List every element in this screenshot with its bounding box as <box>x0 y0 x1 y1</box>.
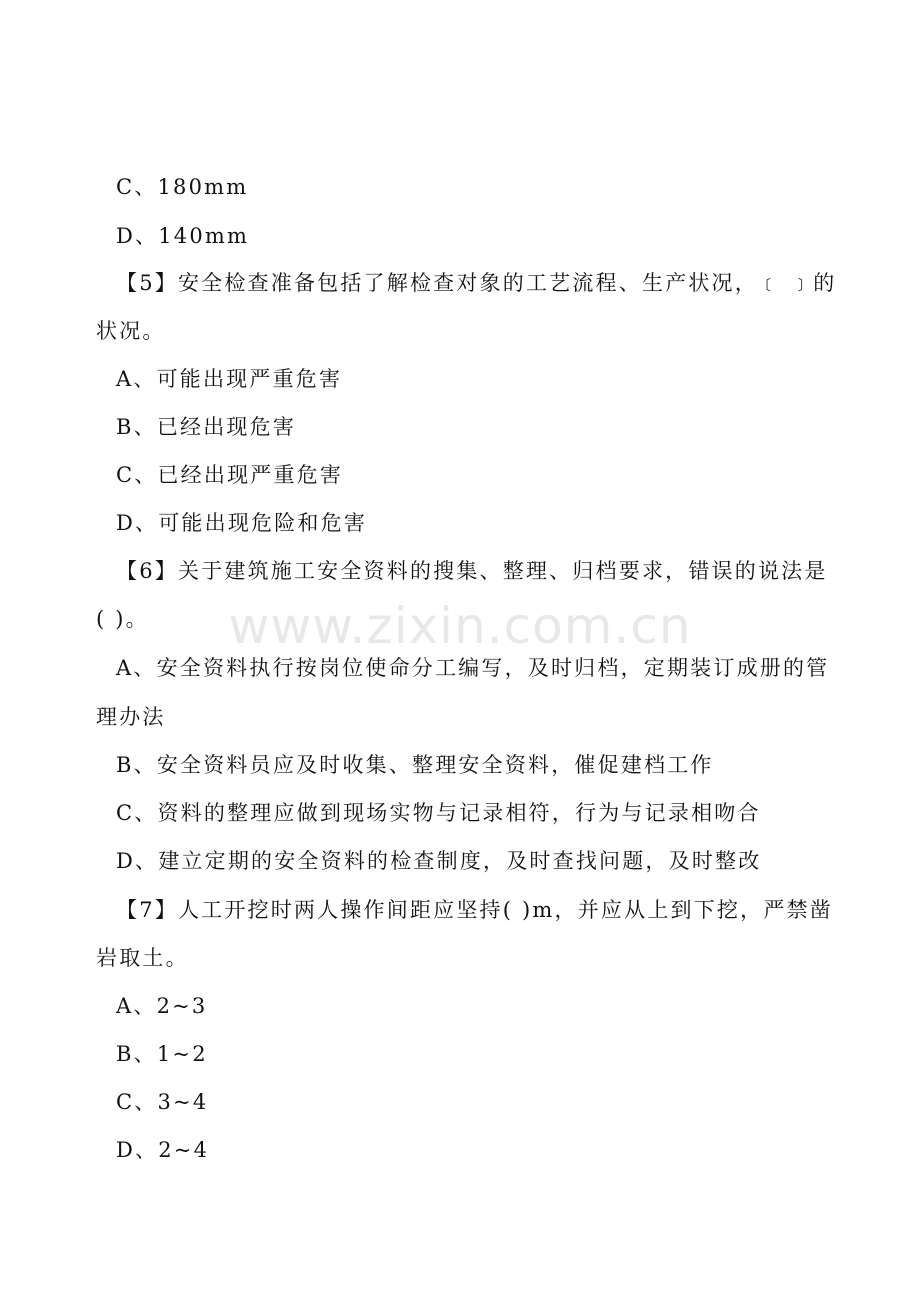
watermark: www.zixin.com.cn <box>228 597 692 655</box>
question-7-option-a: A、2~3 <box>116 994 208 1018</box>
question-6-line-2: ( )。 <box>96 607 149 631</box>
question-6-option-a-line-1: A、安全资料执行按岗位使命分工编写，及时归档，定期装订成册的管 <box>116 656 830 680</box>
question-6-line-1: 【6】关于建筑施工安全资料的搜集、整理、归档要求，错误的说法是 <box>116 559 828 583</box>
question-7-option-c: C、3~4 <box>116 1090 209 1114</box>
option-c-prev: C、180mm <box>116 175 249 199</box>
question-6-option-c: C、资料的整理应做到现场实物与记录相符，行为与记录相吻合 <box>116 801 761 825</box>
question-5-line-2: 状况。 <box>96 319 166 343</box>
question-7-line-2: 岩取土。 <box>96 946 189 970</box>
question-7-option-d: D、2~4 <box>116 1138 210 1162</box>
question-6-option-a-line-2: 理办法 <box>96 705 166 729</box>
question-5-option-d: D、可能出现危险和危害 <box>116 511 368 535</box>
question-6-option-b: B、安全资料员应及时收集、整理安全资料，催促建档工作 <box>116 753 714 777</box>
question-5-option-c: C、已经出现严重危害 <box>116 463 344 487</box>
question-7-option-b: B、1~2 <box>116 1042 208 1066</box>
question-5-option-b: B、已经出现危害 <box>116 415 297 439</box>
option-d-prev: D、140mm <box>116 224 250 248</box>
question-7-line-1: 【7】人工开挖时两人操作间距应坚持( )m，并应从上到下挖，严禁凿 <box>116 898 833 922</box>
question-5-line-1: 【5】安全检查准备包括了解检查对象的工艺流程、生产状况，﹝ ﹞的 <box>116 271 837 295</box>
question-6-option-d: D、建立定期的安全资料的检查制度，及时查找问题，及时整改 <box>116 849 762 873</box>
question-5-option-a: A、可能出现严重危害 <box>116 367 343 391</box>
